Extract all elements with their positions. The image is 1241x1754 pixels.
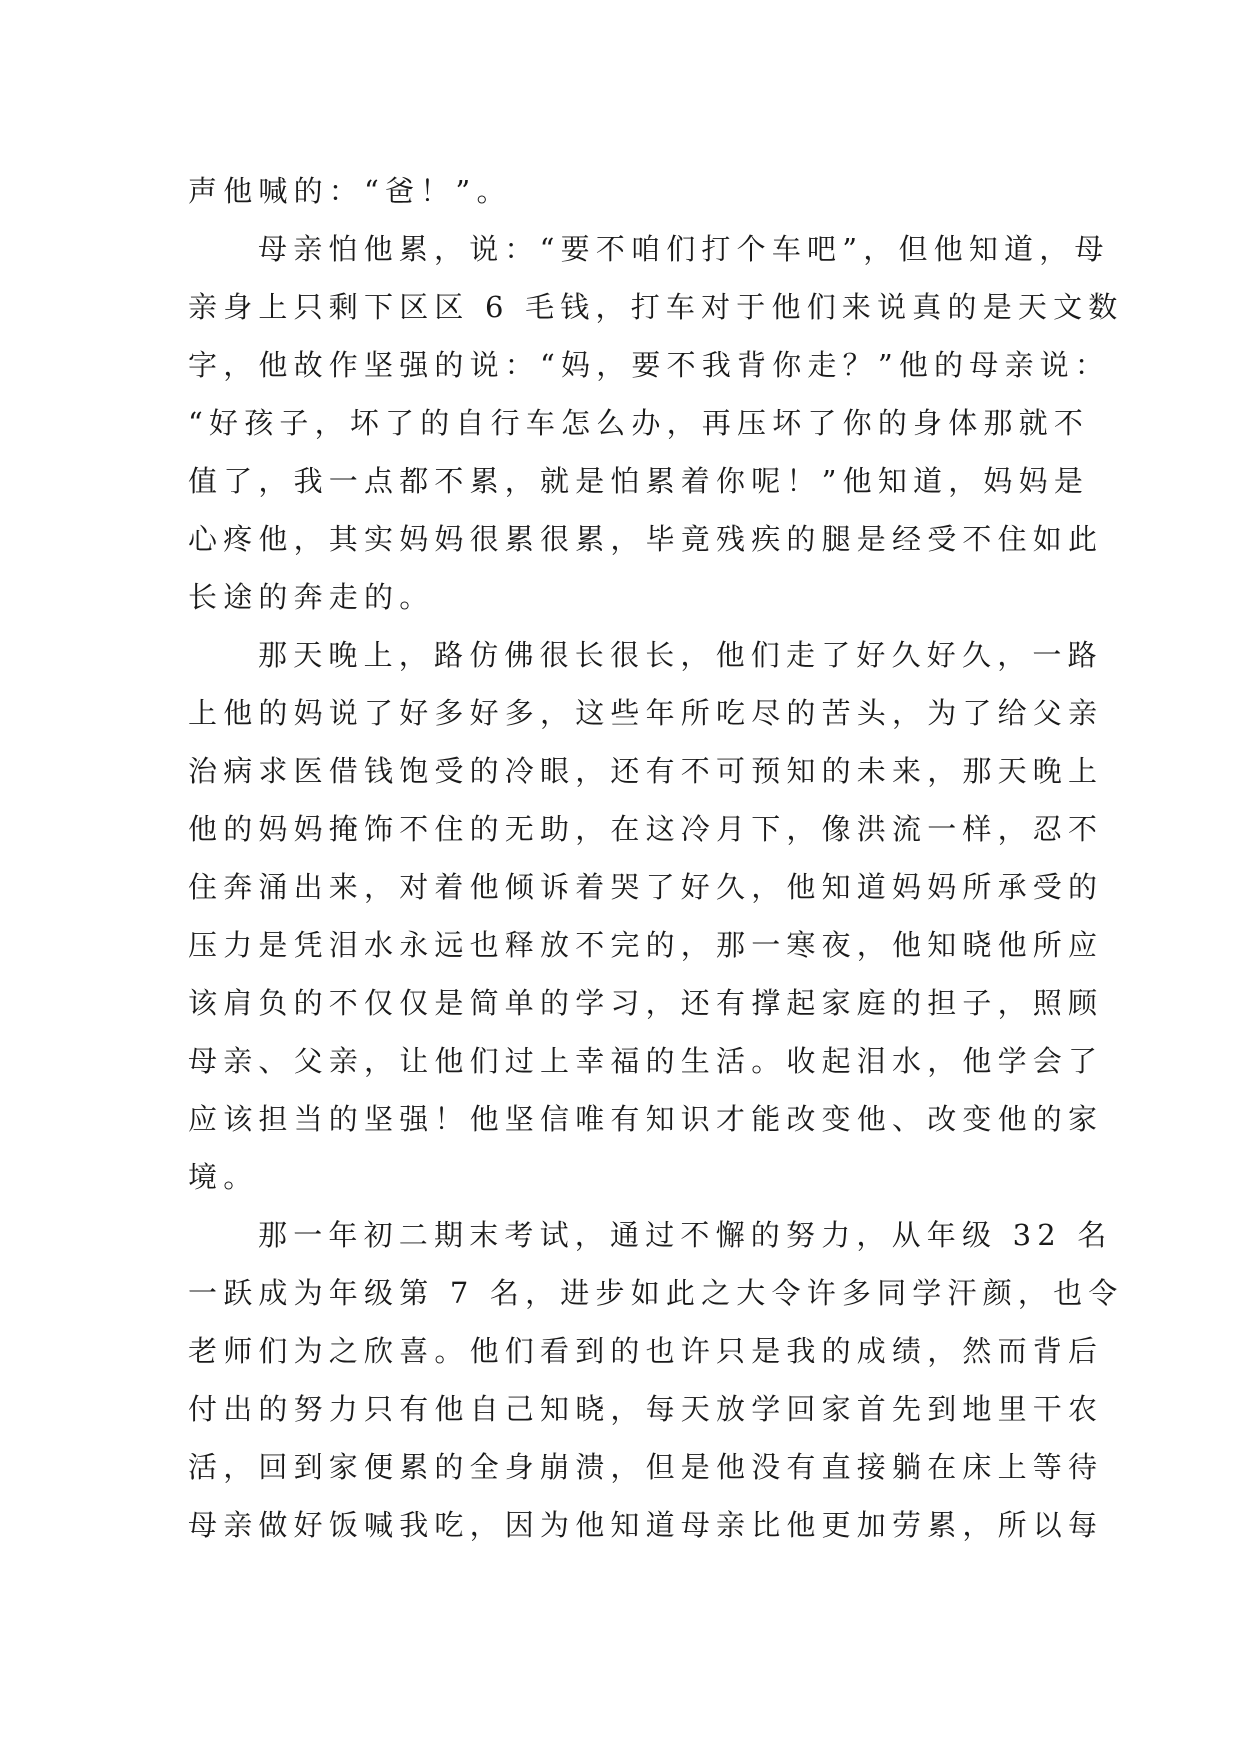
text-line: 母亲、父亲，让他们过上幸福的生活。收起泪水，他学会了 (188, 1044, 1104, 1078)
text-line: 长途的奔走的。 (188, 580, 435, 614)
text-line: 母亲怕他累，说：“要不咱们打个车吧”，但他知道，母 (258, 232, 1110, 266)
body-text (188, 162, 1124, 1554)
text-line: “好孩子，坏了的自行车怎么办，再压坏了你的身体那就不 (188, 406, 1090, 440)
text-line: 心疼他，其实妈妈很累很累，毕竟残疾的腿是经受不住如此 (188, 522, 1104, 556)
text-line: 那天晚上，路仿佛很长很长，他们走了好久好久，一路 (258, 638, 1103, 672)
text-line: 住奔涌出来，对着他倾诉着哭了好久，他知道妈妈所承受的 (188, 870, 1104, 904)
text-line: 付出的努力只有他自己知晓，每天放学回家首先到地里干农 (188, 1392, 1104, 1426)
text-line: 一跃成为年级第 7 名，进步如此之大令许多同学汗颜，也令 (188, 1276, 1124, 1310)
text-line: 境。 (188, 1160, 259, 1194)
text-line: 活，回到家便累的全身崩溃，但是他没有直接躺在床上等待 (188, 1450, 1104, 1484)
text-line: 该肩负的不仅仅是简单的学习，还有撑起家庭的担子，照顾 (188, 986, 1104, 1020)
text-line: 老师们为之欣喜。他们看到的也许只是我的成绩，然而背后 (188, 1334, 1104, 1368)
text-line: 声他喊的：“爸！”。 (188, 174, 512, 208)
text-line: 亲身上只剩下区区 6 毛钱，打车对于他们来说真的是天文数 (188, 290, 1124, 324)
text-line: 压力是凭泪水永远也释放不完的，那一寒夜，他知晓他所应 (188, 928, 1104, 962)
text-line: 那一年初二期末考试，通过不懈的努力，从年级 32 名 (258, 1218, 1113, 1252)
text-line: 母亲做好饭喊我吃，因为他知道母亲比他更加劳累，所以每 (188, 1508, 1104, 1542)
text-line: 他的妈妈掩饰不住的无助，在这冷月下，像洪流一样，忍不 (188, 812, 1104, 846)
text-line: 值了，我一点都不累，就是怕累着你呢！”他知道，妈妈是 (188, 464, 1090, 498)
text-line: 上他的妈说了好多好多，这些年所吃尽的苦头，为了给父亲 (188, 696, 1104, 730)
text-line: 应该担当的坚强！他坚信唯有知识才能改变他、改变他的家 (188, 1102, 1104, 1136)
text-line: 治病求医借钱饱受的冷眼，还有不可预知的未来，那天晚上 (188, 754, 1104, 788)
text-line: 字，他故作坚强的说：“妈，要不我背你走？”他的母亲说： (188, 348, 1111, 382)
